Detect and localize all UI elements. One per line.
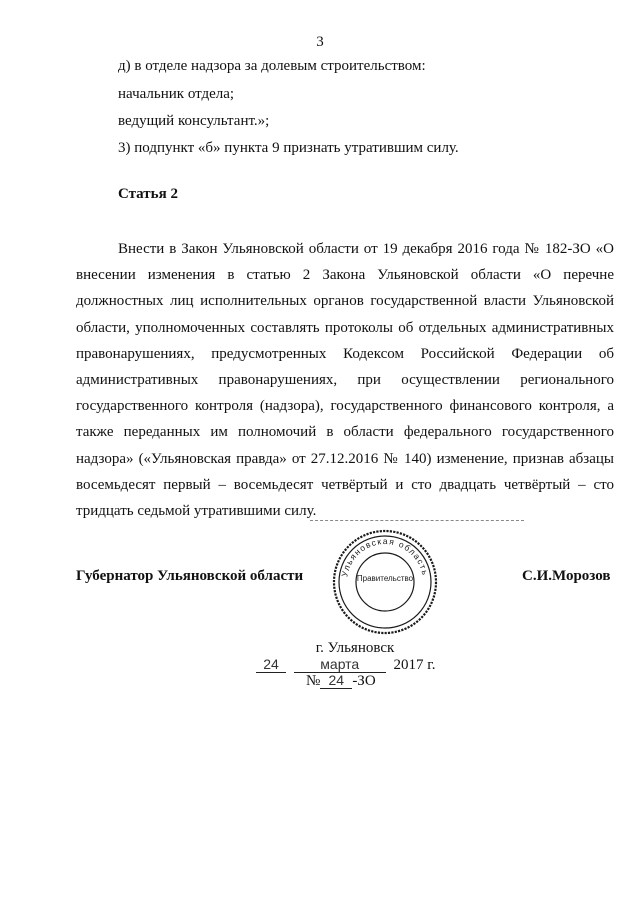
date-line [256,657,435,674]
official-seal [330,527,440,637]
signatory-title: Губернатор Ульяновской области [76,568,304,584]
text-line-consultant: ведущий консультант.»; [118,113,270,129]
city-line: г. Ульяновск [315,640,395,656]
article-heading: Статья 2 [118,186,178,202]
number-sign: № [306,673,321,689]
text-line-head: начальник отдела; [118,86,235,102]
seal-ring-text: Ульяновская область [339,535,431,578]
text-line-department: д) в отделе надзора за долевым строительством: [118,58,426,74]
signature-stroke [310,516,524,521]
text-line-subpoint: 3) подпункт «б» пункта 9 признать утратившим силу. [118,140,459,156]
law-number-line [306,673,376,690]
law-number: 24 [320,673,352,689]
date-year: 2017 г. [393,657,436,673]
seal-center-text: Правительство [356,574,414,583]
page-number: 3 [316,34,324,50]
signatory-name: С.И.Морозов [522,568,611,584]
date-day: 24 [256,657,286,673]
date-month: марта [294,657,386,673]
number-suffix: -ЗО [352,673,376,689]
article-body: Внести в Закон Ульяновской области от 19 декабря 2016 года № 182-ЗО «О внесении изменения в статью 2 Закона Ульяновской области «О перечне должностных лиц исполнительных органов государственной власти Ульяновской области, уполномоченных составлять протоколы об отдельных административных правонарушениях, предусмотренных Кодексом Российской Федерации об административных правонарушениях, при осуществлении регионального государственного контроля (надзора), государственного финансового контроля, а также переданных им полномочий в области федерального государственного надзора» («Ульяновская правда» от 27.12.2016 № 140) изменение, признав абзацы восемьдесят первый – восемьдесят четвёртый и сто двадцать четвёртый – сто тридцать седьмой утратившими силу. [76,241,614,520]
